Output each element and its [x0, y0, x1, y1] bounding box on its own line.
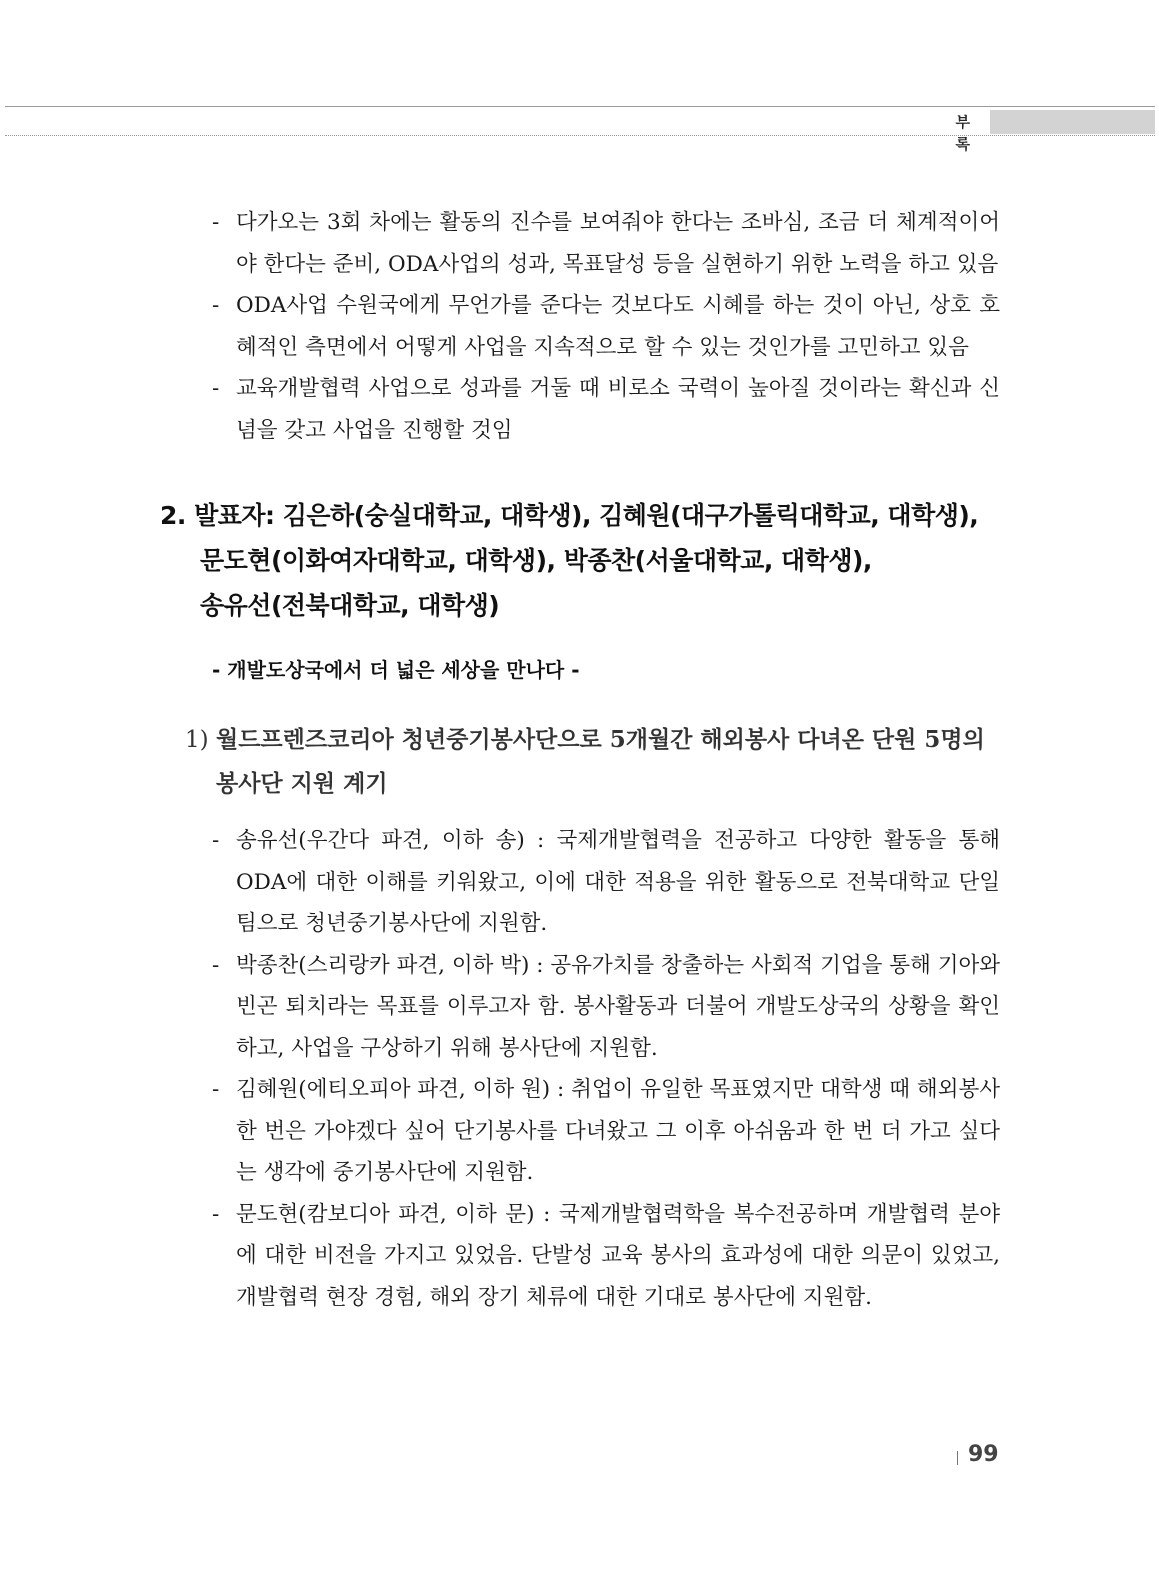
bullet-dash: -	[212, 376, 220, 401]
reason-bullet	[160, 1069, 1000, 1194]
page-content	[160, 202, 1000, 1318]
section-heading-line: 2. 발표자: 김은하(숭실대학교, 대학생), 김혜원(대구가톨릭대학교, 대학생),	[160, 501, 979, 530]
section-heading-line: 송유선(전북대학교, 대학생)	[200, 591, 500, 620]
bullet-dash: -	[212, 1201, 220, 1227]
page-number-value: 99	[968, 1442, 999, 1467]
bullet-text: 김혜원(에티오피아 파견, 이하 원) : 취업이 유일한 목표였지만 대학생 때 해외봉사 한 번은 가야겠다 싶어 단기봉사를 다녀왔고 그 이후 아쉬움과 한 번 더 가고 싶다는 생각에 중기봉사단에 지원함.	[236, 1077, 1000, 1185]
section-subtitle: - 개발도상국에서 더 넓은 세상을 만나다 -	[212, 658, 580, 682]
intro-bullet	[160, 202, 1000, 285]
header-rule	[5, 106, 1155, 107]
header-dotted-rule	[5, 135, 1155, 136]
section-heading	[160, 493, 1000, 628]
reason-bullet	[160, 820, 1000, 945]
section-heading-line: 문도현(이화여자대학교, 대학생), 박종찬(서울대학교, 대학생),	[200, 546, 872, 575]
bullet-text: ODA사업 수원국에게 무언가를 준다는 것보다도 시혜를 하는 것이 아닌, 상호 호혜적인 측면에서 어떻게 사업을 지속적으로 할 수 있는 것인가를 고민하고 있음	[236, 293, 1000, 360]
bullet-text: 송유선(우간다 파견, 이하 송) : 국제개발협력을 전공하고 다양한 활동을 통해 ODA에 대한 이해를 키워왔고, 이에 대한 적용을 위한 활동으로 전북대학교 단일팀으로 청년중기봉사단에 지원함.	[236, 828, 1000, 936]
bullet-text: 문도현(캄보디아 파견, 이하 문) : 국제개발협력학을 복수전공하며 개발협력 분야에 대한 비전을 가지고 있었음. 단발성 교육 봉사의 효과성에 대한 의문이 있었고, 개발협력 현장 경험, 해외 장기 체류에 대한 기대로 봉사단에 지원함.	[236, 1201, 1000, 1310]
reason-bullet	[160, 945, 1000, 1070]
bullet-text: 다가오는 3회 차에는 활동의 진수를 보여줘야 한다는 조바심, 조금 더 체계적이어야 한다는 준비, ODA사업의 성과, 목표달성 등을 실현하기 위한 노력을 하고 있음	[236, 210, 1000, 277]
header-section-label: 부 록	[955, 113, 984, 153]
bullet-dash: -	[212, 952, 220, 978]
bullet-dash: -	[212, 293, 220, 318]
bullet-dash: -	[212, 828, 220, 853]
page-number	[957, 1440, 1017, 1470]
reason-bullet	[160, 1194, 1000, 1319]
intro-bullet	[160, 368, 1000, 451]
subsection-number: 1)	[185, 727, 209, 753]
reasons-list	[160, 820, 1000, 1318]
intro-bullet	[160, 285, 1000, 368]
page-number-tick	[957, 1451, 958, 1465]
bullet-text: 박종찬(스리랑카 파견, 이하 박) : 공유가치를 창출하는 사회적 기업을 통해 기아와 빈곤 퇴치라는 목표를 이루고자 함. 봉사활동과 더불어 개발도상국의 상황을 확인하고, 사업을 구상하기 위해 봉사단에 지원함.	[236, 952, 1000, 1061]
header-bar	[990, 110, 1155, 134]
bullet-text: 교육개발협력 사업으로 성과를 거둘 때 비로소 국력이 높아질 것이라는 확신과 신념을 갖고 사업을 진행할 것임	[236, 376, 1000, 443]
bullet-dash: -	[212, 210, 220, 235]
bullet-dash: -	[212, 1077, 220, 1102]
subsection-title: 월드프렌즈코리아 청년중기봉사단으로 5개월간 해외봉사 다녀온 단원 5명의 봉사단 지원 계기	[216, 726, 985, 797]
subsection-heading	[160, 718, 1000, 806]
